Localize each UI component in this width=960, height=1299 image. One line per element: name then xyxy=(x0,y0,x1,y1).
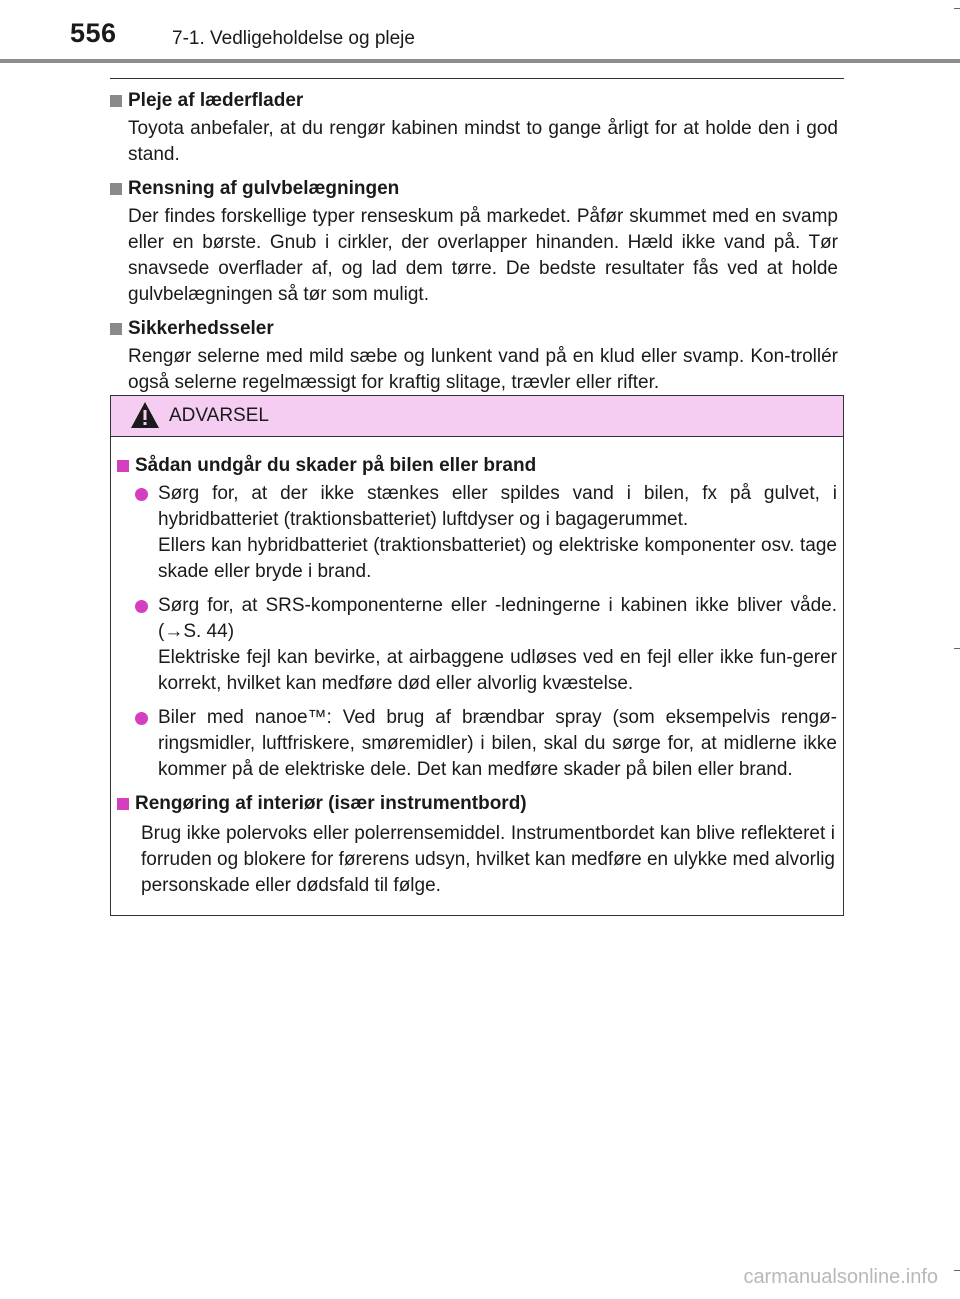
section-heading-text: Sikkerhedsseler xyxy=(128,318,274,339)
warning-body xyxy=(111,437,843,899)
bullet-line: Sørg for, at der ikke stænkes eller spildes vand i bilen, fx på gulvet, i hybridbatteriet (traktionsbatteriet) luftdyser og i bagagerummet. xyxy=(158,483,837,530)
section-text: Der findes forskellige typer renseskum på markedet. Påfør skummet med en svamp eller en børste. Gnub i cirkler, der overlapper hinanden. Hæld ikke vand på. Tør snavsede overflader af, og lad dem tørre. De bedste resultater fås ved at holde gulvbelægningen så tør som muligt. xyxy=(128,206,838,305)
section-leather xyxy=(110,88,844,168)
bullet-line: Biler med nanoe™: Ved brug af brændbar spray (som eksempelvis rengø-ringsmidler, luftfriskere, smøremidler) i bilen, skal du sørge for, at midlerne ikke kommer på de elektriske dele. Det kan medføre skader på bilen eller brand. xyxy=(158,707,837,780)
bullet-text xyxy=(158,481,837,585)
warning-subheading xyxy=(117,453,837,479)
section-text: Toyota anbefaler, at du rengør kabinen mindst to gange årligt for at holde den i god stand. xyxy=(128,118,838,165)
warning-label: ADVARSEL xyxy=(169,405,269,426)
square-bullet-icon xyxy=(110,95,122,107)
section-heading xyxy=(110,88,844,114)
crop-mark xyxy=(954,1270,960,1271)
square-bullet-icon xyxy=(110,323,122,335)
section-heading-text: Pleje af læderflader xyxy=(128,90,304,111)
page-number: 556 xyxy=(70,18,117,48)
warning-bullet xyxy=(135,481,837,585)
crop-mark xyxy=(954,648,960,649)
section-heading xyxy=(110,316,844,342)
warning-subheading xyxy=(117,791,837,817)
warning-bullet xyxy=(135,705,837,783)
content-rule xyxy=(110,78,844,79)
watermark: carmanualsonline.info xyxy=(743,1266,938,1288)
warning-triangle-icon xyxy=(129,400,161,430)
warning-text: Brug ikke polervoks eller polerrensemiddel. Instrumentbordet kan blive reflekteret i forruden og blokere for førerens udsyn, hvilket kan medføre en ulykke med alvorlig personskade eller dødsfald til følge. xyxy=(141,823,835,896)
square-bullet-icon xyxy=(117,460,129,472)
square-bullet-icon xyxy=(110,183,122,195)
page-header xyxy=(0,0,960,62)
section-text: Rengør selerne med mild sæbe og lunkent vand på en klud eller svamp. Kon-trollér også selerne regelmæssigt for kraftig slitage, trævler eller rifter. xyxy=(128,346,838,393)
bullet-line: Ellers kan hybridbatteriet (traktionsbatteriet) og elektriske komponenter osv. tage skade eller bryde i brand. xyxy=(158,535,837,582)
section-seatbelts xyxy=(110,316,844,396)
warning-header xyxy=(111,396,843,437)
square-bullet-icon xyxy=(117,798,129,810)
bullet-line: Elektriske fejl kan bevirke, at airbaggene udløses ved en fejl eller ikke fun-gerer korrekt, hvilket kan medføre død eller alvorlig kvæstelse. xyxy=(158,647,837,694)
section-heading-text: Rensning af gulvbelægningen xyxy=(128,178,400,199)
circle-bullet-icon xyxy=(135,600,148,613)
section-floor xyxy=(110,176,844,308)
bullet-line: Sørg for, at SRS-komponenterne eller -ledningerne i kabinen ikke bliver våde. (→S. 44) xyxy=(158,595,837,642)
section-title: 7-1. Vedligeholdelse og pleje xyxy=(172,28,415,49)
main-content xyxy=(110,88,844,404)
warning-bullet xyxy=(135,593,837,697)
bullet-text xyxy=(158,705,837,783)
circle-bullet-icon xyxy=(135,488,148,501)
warning-subheading-text: Rengøring af interiør (især instrumentbord) xyxy=(135,793,527,814)
warning-box xyxy=(110,395,844,916)
bullet-text xyxy=(158,593,837,697)
crop-mark xyxy=(954,8,960,9)
header-rule xyxy=(0,59,960,63)
section-heading xyxy=(110,176,844,202)
circle-bullet-icon xyxy=(135,712,148,725)
warning-subheading-text: Sådan undgår du skader på bilen eller brand xyxy=(135,455,537,476)
